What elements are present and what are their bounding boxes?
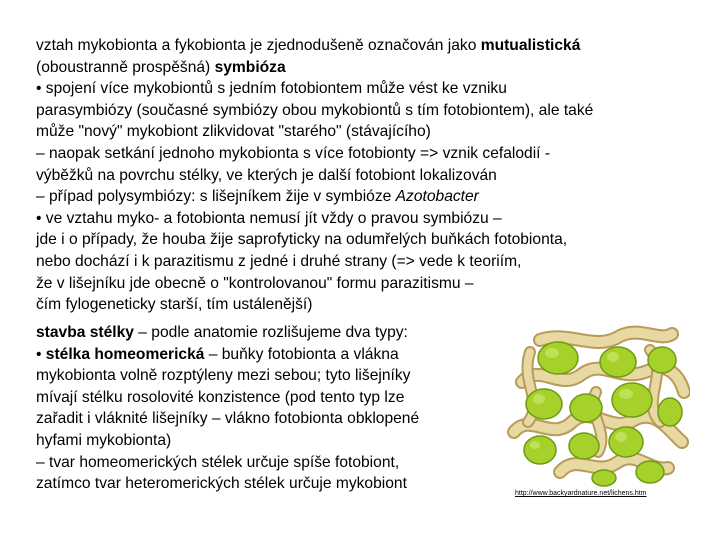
text-line: (oboustranně prospěšná) symbióza [36, 58, 286, 76]
text-line: parasymbiózy (současné symbiózy obou mykobiontů s tím fotobiontem), ale také [36, 101, 594, 119]
text-line: že v lišejníku jde obecně o "kontrolovanou" formu parazitismu – [36, 274, 474, 292]
text-line: hyfami mykobionta) [36, 431, 172, 449]
text-line: mívají stélku rosolovité konzistence (pod tento typ lze [36, 388, 405, 406]
text-line: – tvar homeomerických stélek určuje spíše fotobiont, [36, 453, 400, 471]
bullet-line: • ve vztahu myko- a fotobionta nemusí jít vždy o pravou symbiózu – [36, 209, 502, 227]
thallus-structure-block [36, 322, 506, 495]
text-line: – případ polysymbiózy: s lišejníkem žije v symbióze Azotobacter [36, 188, 479, 206]
text-line: vztah mykobionta a fykobionta je zjednodušeně označován jako mutualistická [36, 37, 581, 54]
intro-text-block [36, 35, 686, 316]
bullet-line: • stélka homeomerická – buňky fotobionta a vlákna [36, 345, 399, 363]
lichen-cells-drawing [500, 322, 690, 487]
text-line: čím fylogeneticky starší, tím ustálenější) [36, 296, 313, 314]
section-heading-line: stavba stélky – podle anatomie rozlišujeme dva typy: [36, 324, 408, 341]
text-line: jde i o případy, že houba žije saprofyticky na odumřelých buňkách fotobionta, [36, 231, 568, 249]
text-line: zatímco tvar heteromerických stélek určuje mykobiont [36, 475, 407, 493]
text-line: může "nový" mykobiont zlikvidovat "starého" (stávajícího) [36, 123, 431, 141]
bullet-line: • spojení více mykobiontů s jedním fotobiontem může vést ke vzniku [36, 80, 507, 98]
homeomeric-thallus-illustration [500, 322, 690, 487]
text-line: zařadit i vláknité lišejníky – vlákno fotobionta obklopené [36, 410, 420, 428]
text-line: výběžků na povrchu stélky, ve kterých je další fotobiont lokalizován [36, 166, 497, 184]
text-line: nebo dochází i k parazitismu z jedné i druhé strany (=> vede k teoriím, [36, 252, 522, 270]
image-source-link[interactable]: http://www.backyardnature.net/lichens.htm [515, 490, 647, 497]
text-line: – naopak setkání jednoho mykobionta s více fotobionty => vznik cefalodií - [36, 144, 551, 162]
text-line: mykobionta volně rozptýleny mezi sebou; tyto lišejníky [36, 367, 411, 385]
